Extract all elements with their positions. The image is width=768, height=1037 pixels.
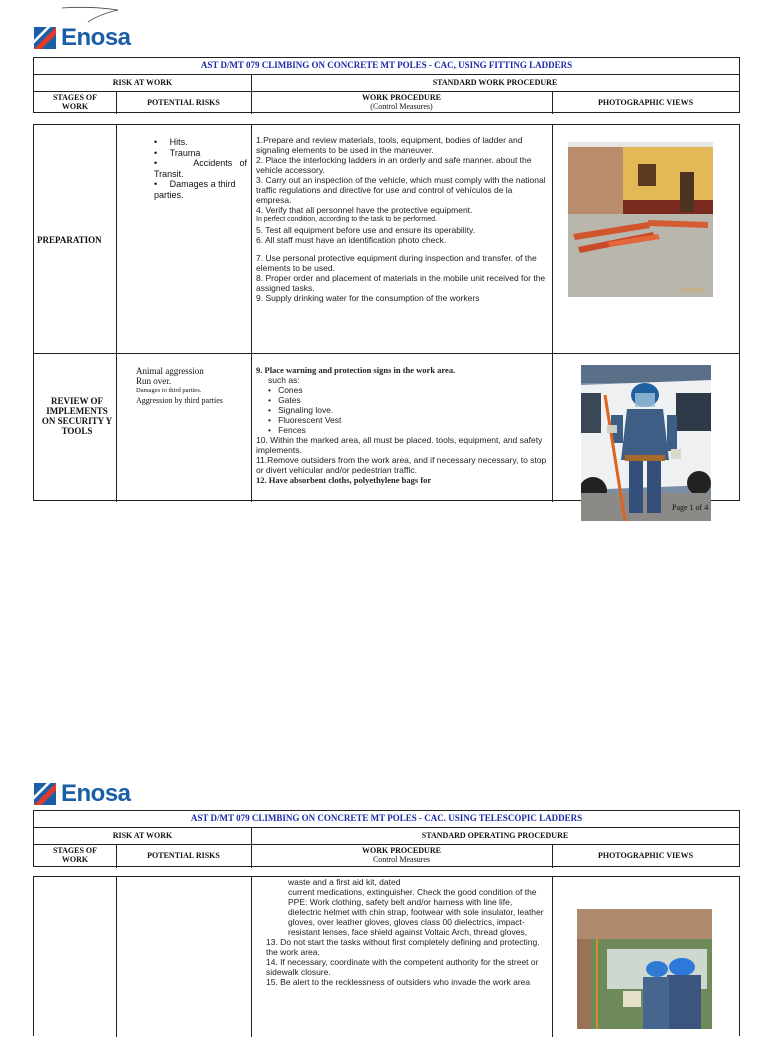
risk-list-preparation [122, 137, 247, 200]
list-item: • Fences [268, 425, 306, 435]
list-item: • Signaling love. [268, 405, 334, 415]
list-item: waste and a first aid kit, dated [288, 877, 401, 887]
col-risks-header: POTENTIAL RISKS [147, 98, 220, 107]
enosa-logo-icon [34, 27, 56, 49]
list-item: 12. Have absorbent cloths, polyethylene bags for [256, 475, 432, 485]
photo-date: 11/07/2006 [680, 288, 705, 294]
brand-logo [34, 24, 131, 52]
list-item: 8. Proper order and placement of materials in the mobile unit received for the assigned tasks. [256, 273, 546, 293]
list-item: 9. Supply drinking water for the consumption of the workers [256, 293, 480, 303]
photo-ladders-street [568, 142, 713, 297]
risk-list-review [136, 366, 250, 406]
signature-mark [60, 4, 120, 26]
list-item: 10. Within the marked area, all must be placed. tools, equipment, and safety implements. [256, 435, 543, 455]
list-item: In perfect condition, according to the task to be performed. [256, 216, 437, 223]
list-item: • Damages a third parties. [154, 179, 236, 200]
list-item: • Gates [268, 395, 301, 405]
list-item: • Trauma [154, 147, 201, 158]
col-stages-header: STAGES OF WORK [52, 93, 98, 111]
list-item: 15. Be alert to the recklessness of outsiders who invade the work area [266, 977, 531, 987]
stage-review-implements: REVIEW OF IMPLEMENTS ON SECURITY Y TOOLS [41, 396, 113, 436]
col-procedure-header: WORK PROCEDURE [362, 846, 441, 855]
section-title: AST D/MT 079 CLIMBING ON CONCRETE MT POLES - CAC. USING TELESCOPIC LADDERS [190, 813, 583, 823]
list-item: such as: [268, 375, 300, 385]
list-item: current medications, extinguisher. Check the good condition of the PPE: Work clothing, safety belt and/or harness with line life, dielectric helmet with chin strap, footwear with sole insulator, leather gloves, over leather gloves, gloves class 00 dielectrics, impact-resistant lenses, face shield against Voltaic Arch, thread gloves, [288, 887, 544, 937]
list-item: • Cones [268, 385, 303, 395]
page-number: Page 1 of 4 [672, 503, 709, 512]
enosa-logo-icon [34, 783, 56, 805]
list-item: 3. Carry out an inspection of the vehicle, which must comply with the national traffic regulations and directive for use and control of vehículos de la empresa. [256, 175, 546, 205]
col-procedure-header: WORK PROCEDURE [362, 93, 441, 102]
risk-at-work-header: RISK AT WORK [112, 831, 173, 840]
photo-workers-helmets [577, 909, 712, 1029]
col-photos-header: PHOTOGRAPHIC VIEWS [597, 851, 694, 860]
col-photos-header: PHOTOGRAPHIC VIEWS [597, 98, 694, 107]
brand-name: Enosa [61, 24, 131, 51]
list-item: Animal aggression [136, 366, 204, 376]
list-item: 7. Use personal protective equipment during inspection and transfer. of the elements to be used. [256, 253, 537, 273]
list-item: 2. Place the interlocking ladders in an orderly and safe manner. about the vehicle accessory. [256, 155, 532, 175]
brand-name: Enosa [61, 780, 131, 807]
stage-preparation: PREPARATION [37, 235, 102, 245]
list-item: 14. If necessary, coordinate with the competent authority for the street or sidewalk closure. [266, 957, 539, 977]
col-procedure-subheader: (Control Measures) [370, 102, 433, 111]
list-item: • Hits. [154, 137, 188, 147]
col-risks-header: POTENTIAL RISKS [147, 851, 220, 860]
risk-at-work-header: RISK AT WORK [112, 78, 173, 87]
standard-procedure-header: STANDARD WORK PROCEDURE [432, 78, 558, 87]
brand-logo-page-2 [34, 780, 131, 808]
header-table-1 [33, 57, 740, 113]
list-item: • Fluorescent Vest [268, 415, 342, 425]
col-stages-header: STAGES OF WORK [52, 846, 98, 864]
list-item: Run over. [136, 376, 171, 386]
col-procedure-subheader: Control Measures [372, 855, 431, 864]
standard-procedure-header: STANDARD OPERATING PROCEDURE [421, 831, 569, 840]
list-item: Damages to third parties. [136, 387, 202, 394]
section-title: AST D/MT 079 CLIMBING ON CONCRETE MT POLES - CAC, USING FITTING LADDERS [200, 60, 573, 70]
list-item: 9. Place warning and protection signs in the work area. [256, 365, 456, 375]
procedure-steps-preparation [256, 135, 548, 303]
procedure-table-2 [33, 876, 740, 1036]
list-item: 4. Verify that all personnel have the protective equipment. [256, 205, 473, 215]
header-table-2 [33, 810, 740, 867]
list-item: 1.Prepare and review materials, tools, equipment, bodies of ladder and signaling elements to be used in the maneuver. [256, 135, 523, 155]
list-item: Aggression by third parties [136, 396, 223, 405]
list-item: 11.Remove outsiders from the work area, and if necessary necessary, to stop or divert vehicular and/or pedestrian traffic. [256, 455, 547, 475]
procedure-steps-review [256, 365, 548, 485]
procedure-steps-continued [266, 877, 546, 987]
list-item: • Accidents of Transit. [154, 158, 247, 179]
procedure-table-1 [33, 124, 740, 512]
list-item: 6. All staff must have an identification photo check. [256, 235, 447, 245]
list-item: 5. Test all equipment before use and ensure its operability. [256, 225, 475, 235]
photo-worker-truck [581, 365, 711, 521]
list-item: 13. Do not start the tasks without first completely defining and protecting. the work area. [266, 937, 540, 957]
